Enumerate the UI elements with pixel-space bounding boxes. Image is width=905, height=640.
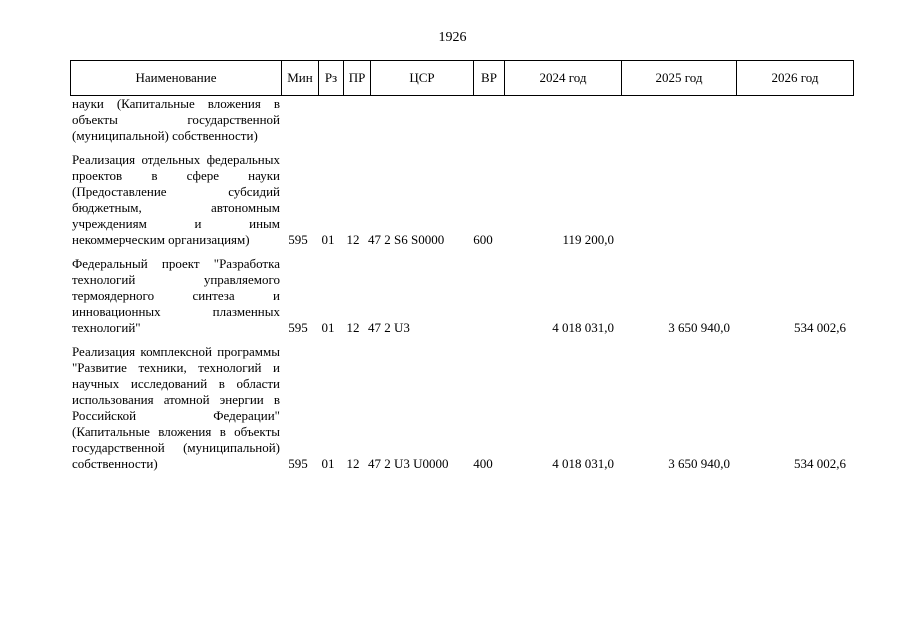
- row-2024: 4 018 031,0: [552, 320, 614, 335]
- row-csr: 47 2 U3: [368, 320, 410, 335]
- row-2026: 534 002,6: [794, 320, 846, 335]
- row-2025: 3 650 940,0: [668, 456, 730, 471]
- row-2024: 119 200,0: [562, 232, 614, 247]
- row-name: Реализация отдельных федеральных проектов в сфере науки (Предоставление субсидий бюджетным, автономным учреждениям и иным некоммерческим организациям): [72, 152, 280, 247]
- row-name: Реализация комплексной программы "Развитие техники, технологий и научных исследований в области использования атомной энергии в Российской Федерации" (Капитальные вложения в объекты государственной (муниципальной) собственности): [72, 344, 280, 471]
- header-min: Мин: [282, 61, 319, 96]
- table-row: [70, 96, 852, 144]
- header-2026: 2026 год: [737, 61, 854, 96]
- row-pr: 12: [346, 232, 360, 247]
- header-2025: 2025 год: [622, 61, 737, 96]
- header-name: Наименование: [71, 61, 282, 96]
- header-2024: 2024 год: [505, 61, 622, 96]
- table-row: [70, 344, 852, 472]
- header-vr: ВР: [474, 61, 505, 96]
- header-rz: Рз: [319, 61, 344, 96]
- row-csr: 47 2 S6 S0000: [368, 232, 445, 247]
- table-body: [70, 96, 852, 480]
- row-rz: 01: [321, 232, 335, 247]
- row-2025: 3 650 940,0: [668, 320, 730, 335]
- row-vr: 600: [473, 232, 493, 247]
- table-row: [70, 152, 852, 248]
- row-min: 595: [288, 456, 308, 471]
- row-2024: 4 018 031,0: [552, 456, 614, 471]
- header-csr: ЦСР: [371, 61, 474, 96]
- row-csr: 47 2 U3 U0000: [368, 456, 449, 471]
- row-name: Федеральный проект "Разработка технологий управляемого термоядерного синтеза и инновационных плазменных технологий": [72, 256, 280, 335]
- table-header: [70, 60, 854, 96]
- row-name: науки (Капитальные вложения в объекты государственной (муниципальной) собственности): [72, 96, 280, 143]
- header-pr: ПР: [344, 61, 371, 96]
- row-pr: 12: [346, 456, 360, 471]
- row-vr: 400: [473, 456, 493, 471]
- table-row: [70, 256, 852, 336]
- row-min: 595: [288, 232, 308, 247]
- row-rz: 01: [321, 456, 335, 471]
- row-2026: 534 002,6: [794, 456, 846, 471]
- row-min: 595: [288, 320, 308, 335]
- page-number: 1926: [438, 30, 467, 45]
- row-rz: 01: [321, 320, 335, 335]
- row-pr: 12: [346, 320, 360, 335]
